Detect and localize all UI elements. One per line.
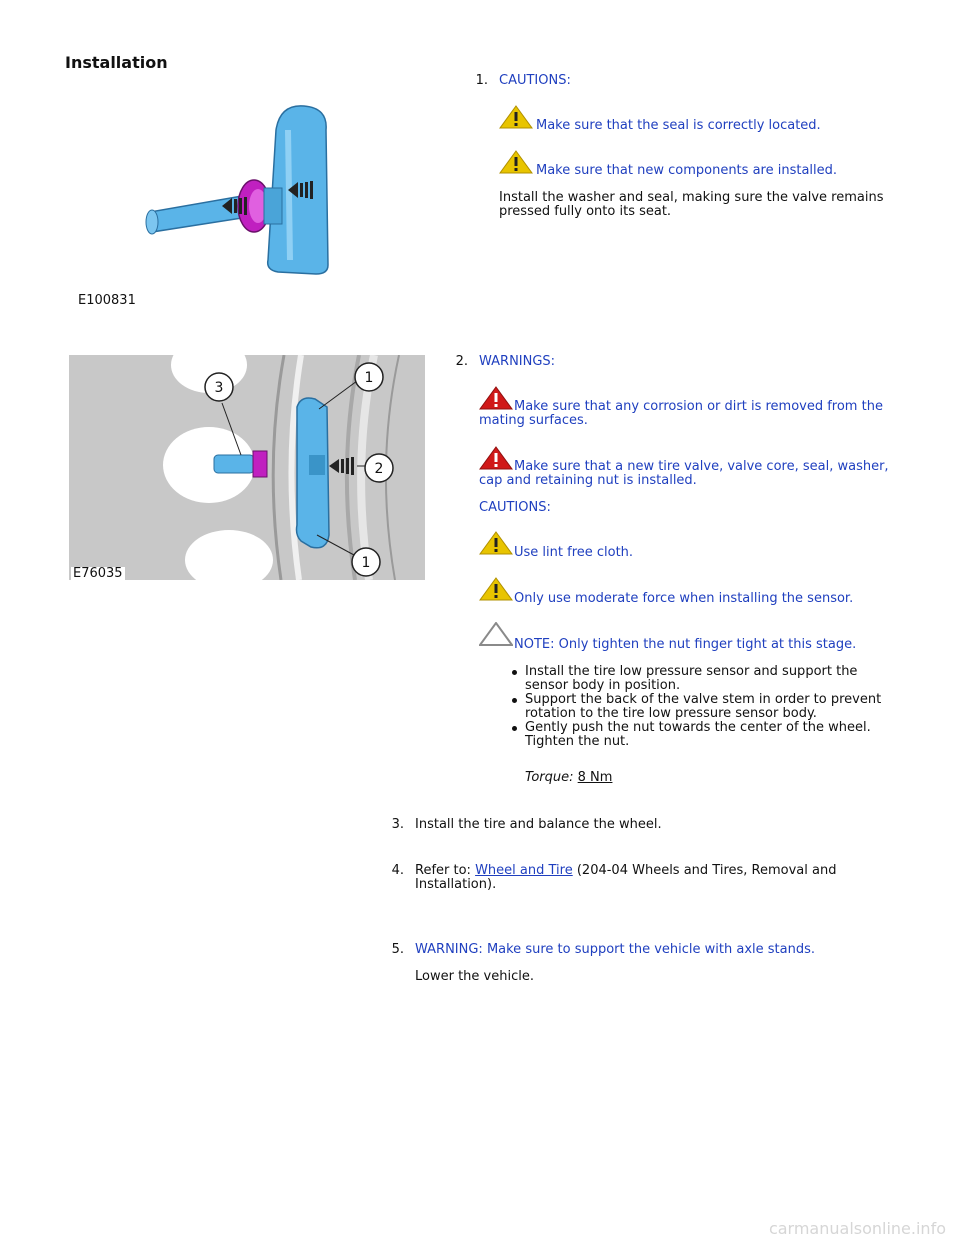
valve-sensor-illustration: [66, 100, 406, 315]
step-number: 3.: [391, 817, 404, 832]
caution-text: Make sure that the seal is correctly located.: [536, 118, 821, 133]
bullet-dot: [512, 698, 517, 703]
bullet-item-line: Tighten the nut.: [525, 734, 630, 749]
step-number: 5.: [391, 942, 404, 957]
bullet-dot: [512, 726, 517, 731]
note-icon: [479, 622, 513, 650]
warning-icon: [479, 386, 513, 414]
warning-text: mating surfaces.: [479, 413, 588, 428]
step-text: [415, 864, 836, 878]
step-number: 2.: [455, 354, 468, 369]
warnings-label: WARNINGS:: [479, 354, 556, 369]
wheel-sensor-illustration: [69, 355, 425, 580]
refer-suffix: (204-04 Wheels and Tires, Removal and: [576, 863, 837, 878]
bullet-item-line: Install the tire low pressure sensor and support the: [525, 664, 858, 679]
cautions-label: CAUTIONS:: [479, 500, 551, 515]
step-text: Lower the vehicle.: [415, 969, 534, 984]
figure-label: E76035: [73, 566, 123, 581]
refer-prefix: Refer to:: [415, 863, 471, 878]
caution-icon: [499, 150, 533, 178]
bullet-dot: [512, 670, 517, 675]
callout-3: 3: [214, 380, 224, 396]
warning-text: Make sure that any corrosion or dirt is removed from the: [514, 399, 883, 414]
bullet-item-line: Gently push the nut towards the center of the wheel.: [525, 720, 871, 735]
torque-value: 8 Nm: [577, 770, 613, 785]
note-text: NOTE: Only tighten the nut finger tight at this stage.: [514, 637, 857, 652]
step-number: 4.: [391, 863, 404, 878]
step-body-line: pressed fully onto its seat.: [499, 204, 672, 219]
step-text-line2: Installation).: [415, 877, 497, 892]
torque-label: Torque:: [525, 770, 574, 785]
bullet-item-line: sensor body in position.: [525, 678, 681, 693]
section-heading: Installation: [65, 53, 168, 72]
callout-2: 2: [374, 461, 384, 477]
caution-text: Use lint free cloth.: [514, 545, 634, 560]
warning-text: cap and retaining nut is installed.: [479, 473, 697, 488]
caution-text: Make sure that new components are installed.: [536, 163, 838, 178]
figure-e100831: [66, 100, 406, 315]
warning-text: Make sure that a new tire valve, valve core, seal, washer,: [514, 459, 889, 474]
callout-1: 1: [364, 370, 374, 386]
wheel-and-tire-link[interactable]: Wheel and Tire: [475, 863, 573, 878]
step-number: 1.: [475, 73, 488, 88]
caution-text: Only use moderate force when installing the sensor.: [514, 591, 854, 606]
figure-label: E100831: [78, 293, 136, 308]
warning-icon: [479, 446, 513, 474]
watermark: carmanualsonline.info: [768, 1219, 946, 1238]
bullet-item-line: Support the back of the valve stem in order to prevent: [525, 692, 882, 707]
caution-icon: [499, 105, 533, 133]
torque-spec: [525, 771, 612, 785]
cautions-label: CAUTIONS:: [499, 73, 571, 88]
callout-1: 1: [361, 555, 371, 571]
step-body-line: Install the washer and seal, making sure the valve remains: [499, 190, 884, 205]
caution-icon: [479, 531, 513, 559]
bullet-item-line: rotation to the tire low pressure sensor body.: [525, 706, 817, 721]
step-text: Install the tire and balance the wheel.: [415, 817, 662, 832]
figure-e76035: [69, 355, 425, 580]
warning-text: WARNING: Make sure to support the vehicle with axle stands.: [415, 942, 815, 957]
caution-icon: [479, 577, 513, 605]
